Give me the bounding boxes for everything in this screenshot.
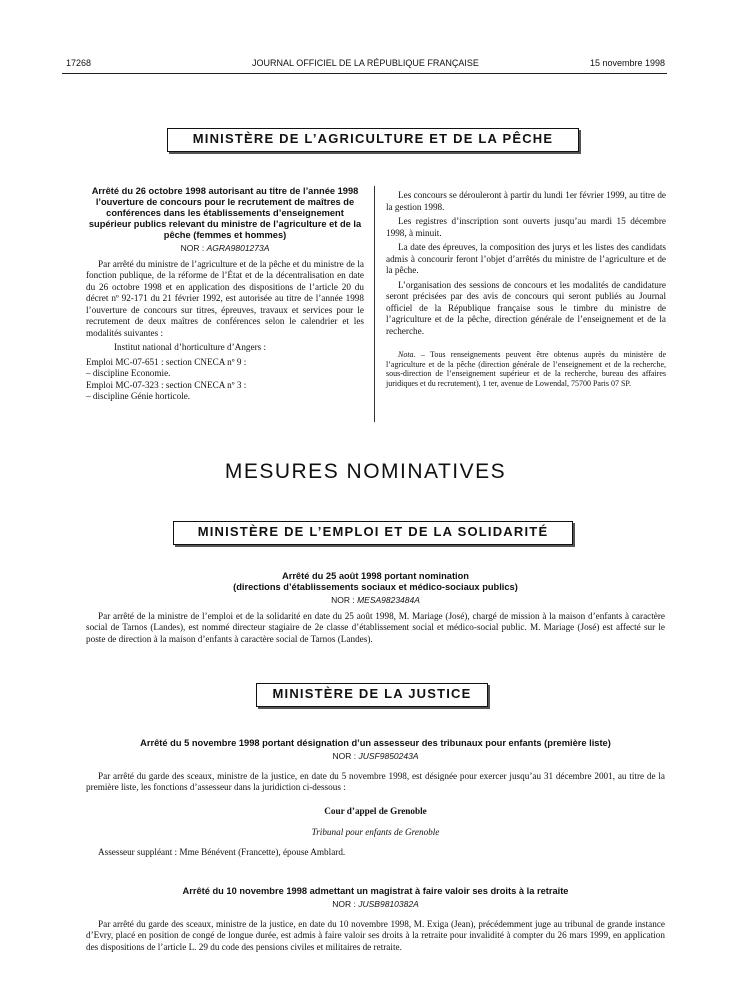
mesures-nominatives-heading: MESURES NOMINATIVES (224, 460, 507, 483)
issue-date: 15 novembre 1998 (589, 58, 665, 68)
arrete-subtitle-emploi: (directions d’établissements sociaux et médico-sociaux publics) (233, 582, 518, 592)
arrete-title-agriculture: Arrêté du 26 octobre 1998 autorisant au titre de l’année 1998 l’ouverture de concours pour le recrutement de maîtres de conférences dans les établissements d’enseignement supérieur publics relevant du ministre de l’agriculture et de la pêche (femmes et hommes) (88, 186, 362, 240)
tribunal-name: Tribunal pour enfants de Grenoble (311, 827, 440, 837)
ministry-heading-justice: MINISTÈRE DE LA JUSTICE (256, 683, 488, 707)
emploi-line: – discipline Génie horticole. (86, 391, 191, 401)
header-rule (62, 73, 667, 74)
left-column-agriculture (86, 186, 364, 403)
journal-title: JOURNAL OFFICIEL DE LA RÉPUBLIQUE FRANÇAISE (252, 58, 479, 68)
nor-label: NOR : (331, 595, 355, 605)
paragraph: Par arrêté du ministre de l’agriculture et de la pêche et du ministre de la fonction publique, de la réforme de l’État et de la décentralisation en date du 26 octobre 1998 et en application des dispositions de l’article 20 du décret nº 92-171 du 21 février 1992, est autorisée au titre de l’année 1998 l’ouverture de concours sur titres, épreuves, travaux et services pour le recrutement de deux maîtres de conférences selon le calendrier et les modalités suivantes : (86, 258, 364, 338)
institut-line: Institut national d’horticulture d’Angers : (114, 342, 267, 352)
nor-label: NOR : (180, 243, 205, 253)
arrete-title-justice-1: Arrêté du 5 novembre 1998 portant désignation d’un assesseur des tribunaux pour enfants (première liste) (140, 738, 611, 748)
nor-value: MESA9823484A (357, 595, 420, 605)
nor-justice-2 (86, 899, 665, 911)
section-emploi (86, 571, 665, 645)
paragraph: Les registres d’inscription sont ouverts jusqu’au mardi 15 décembre 1998, à minuit. (386, 216, 666, 238)
nor-value: AGRA9801273A (206, 243, 270, 253)
nor-label: NOR : (332, 751, 357, 761)
emploi-line: Emploi MC-07-323 : section CNECA nº 3 : (86, 379, 247, 390)
nota-note (386, 350, 666, 388)
nor-emploi (86, 595, 665, 607)
nota-label: Nota. (398, 350, 416, 359)
arrete-title-justice-2: Arrêté du 10 novembre 1998 admettant un magistrat à faire valoir ses droits à la retraite (182, 886, 569, 896)
nor-justice-1 (86, 751, 665, 763)
section-justice-arrete1 (86, 738, 665, 858)
court-name: Cour d’appel de Grenoble (324, 805, 427, 816)
column-divider (374, 186, 375, 422)
arrete-title-emploi: Arrêté du 25 août 1998 portant nomination (281, 571, 469, 581)
page-number: 17268 (66, 58, 92, 68)
paragraph: La date des épreuves, la composition des jurys et les listes des candidats admis à concourir feront l’objet d’arrêtés du ministre de l’agriculture et de la pêche. (386, 242, 666, 275)
paragraph: Par arrêté du garde des sceaux, ministre de la justice, en date du 5 novembre 1998, est désignée pour exercer jusqu’au 31 décembre 2001, au titre de la première liste, les fonctions d’assesseur dans la juridiction ci-dessous : (86, 770, 665, 792)
nor-agriculture (86, 243, 364, 255)
ministry-heading-emploi: MINISTÈRE DE L’EMPLOI ET DE LA SOLIDARITÉ (173, 521, 573, 545)
paragraph: Par arrêté de la ministre de l’emploi et de la solidarité en date du 25 août 1998, M. Mariage (José), chargé de mission à la maison d’enfants à caractère social de Tarnos (Landes), est nommé directeur stagiaire de 2e classe d’établissement social et médico-social public. M. Mariage (José) est affecté sur le poste de direction à la maison d’enfants à caractère social de Tarnos (Landes). (86, 610, 665, 644)
paragraph: Par arrêté du garde des sceaux, ministre de la justice, en date du 10 novembre 1998, M. Exiga (Jean), précédemment juge au tribunal de grande instance d’Evry, placé en position de congé de longue durée, est admis à faire valoir ses droits à la retraite pour invalidité à compter du 26 mars 1999, en application des dispositions de l’article L. 29 du code des pensions civiles et militaires de retraite. (86, 918, 665, 952)
nor-value: JUSF9850243A (358, 751, 419, 761)
emploi-line: – discipline Economie. (86, 368, 171, 378)
nor-label: NOR : (332, 899, 356, 909)
assesseur-line: Assesseur suppléant : Mme Bénévent (Francette), épouse Amblard. (98, 846, 346, 857)
nota-text: – Tous renseignements peuvent être obtenus auprès du ministère de l’agriculture et de la pêche (direction générale de l’enseignement et de la recherche, sous-direction de l’enseignement supérieur et de la recherche, bureau des affaires juridiques et du recrutement), 1 ter, avenue de Lowendal, 75700 Paris 07 SP. (386, 350, 666, 388)
paragraph: L’organisation des sessions de concours et les modalités de candidature seront précisées par des avis de concours qui seront publiés au Journal officiel de la République française sous le timbre du ministre de l’agriculture et de la pêche, direction générale de l’enseignement et de la recherche. (386, 279, 666, 336)
right-column-agriculture (386, 190, 666, 388)
paragraph: Les concours se dérouleront à partir du lundi 1er février 1999, au titre de la gestion 1998. (386, 190, 666, 212)
emploi-line: Emploi MC-07-651 : section CNECA nº 9 : (86, 356, 247, 367)
ministry-heading-agriculture: MINISTÈRE DE L’AGRICULTURE ET DE LA PÊCHE (167, 128, 579, 152)
section-justice-arrete2 (86, 886, 665, 953)
nor-value: JUSB9810382A (358, 899, 419, 909)
